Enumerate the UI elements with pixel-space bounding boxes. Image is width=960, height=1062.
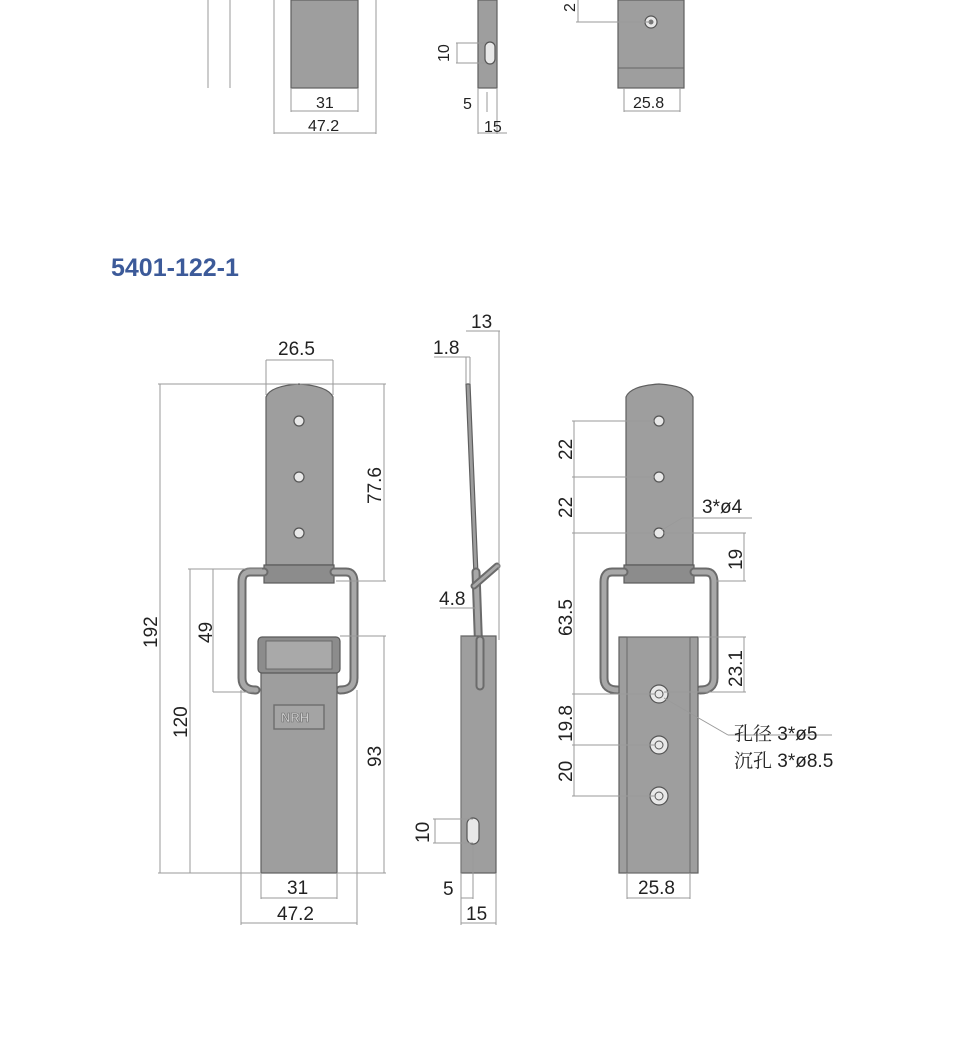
top-side-view — [436, 0, 507, 136]
dim-base-inner-width: 31 — [287, 878, 309, 899]
hole-label-countersink: 沉孔 3*ø8.5 — [734, 751, 834, 772]
dim-offset: 5 — [443, 879, 454, 900]
dim-hook-height: 49 — [196, 621, 217, 643]
rear-view — [556, 384, 833, 899]
hole-label-through: 孔径 3*ø5 — [734, 724, 818, 745]
top-front-view — [208, 0, 376, 135]
dim-overall-height: 192 — [141, 616, 162, 648]
dim-top-width: 26.5 — [278, 339, 315, 360]
brand-logo: NRH — [281, 710, 310, 725]
dim-pitch-2: 22 — [556, 496, 577, 518]
dim-pitch-3: 19.8 — [556, 705, 577, 742]
side-view — [413, 312, 500, 925]
dim-total-depth: 13 — [471, 312, 493, 333]
top-depth: 15 — [484, 119, 502, 136]
top-width-outer: 47.2 — [308, 118, 340, 135]
dim-slot: 10 — [413, 821, 434, 843]
dim-plate-thickness: 1.8 — [433, 338, 460, 359]
hole-note-small: 3*ø4 — [702, 497, 743, 518]
dim-base-height: 120 — [171, 706, 192, 738]
dim-span: 63.5 — [556, 599, 577, 636]
dim-depth: 15 — [466, 904, 488, 925]
top-back-view — [562, 0, 684, 112]
model-title: 5401-122-1 — [111, 254, 239, 282]
dim-lower-plate: 93 — [365, 745, 386, 767]
dim-pitch-1: 22 — [556, 438, 577, 460]
top-back-width: 25.8 — [633, 95, 665, 112]
dim-base-top: 23.1 — [726, 650, 747, 687]
top-width-inner: 31 — [316, 95, 334, 112]
dim-base-outer-width: 47.2 — [277, 904, 314, 925]
front-view — [141, 339, 386, 925]
dim-upper-plate: 77.6 — [365, 467, 386, 504]
dim-hook-offset: 19 — [726, 548, 747, 570]
dim-rear-width: 25.8 — [638, 878, 675, 899]
top-slot: 10 — [436, 44, 453, 62]
top-cut-label: 2 — [562, 3, 579, 12]
top-offset: 5 — [463, 96, 472, 113]
dim-wire-dia: 4.8 — [439, 589, 466, 610]
dim-pitch-4: 20 — [556, 760, 577, 782]
